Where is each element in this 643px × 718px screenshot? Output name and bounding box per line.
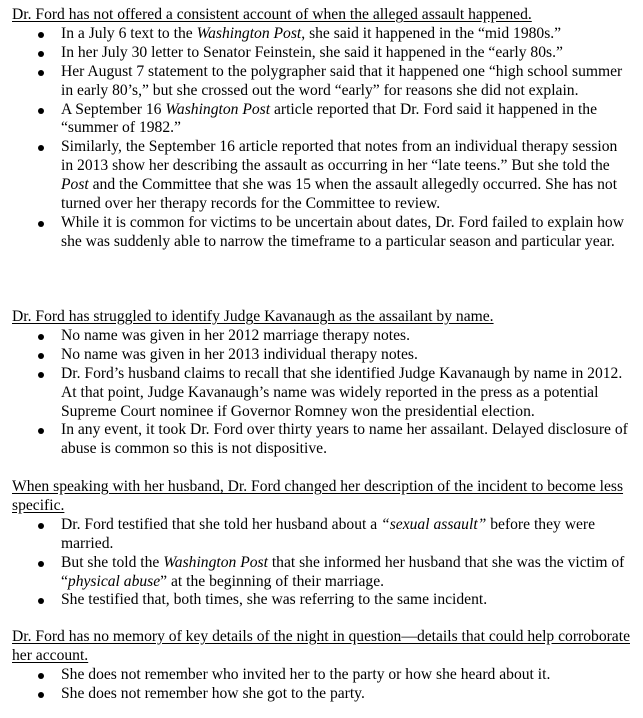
section-heading: When speaking with her husband, Dr. Ford changed her description of the incident to become less specific. [12, 478, 624, 514]
list-item: She does not remember how she got to the party. [61, 685, 632, 704]
list-item: She does not remember who invited her to the party or how she heard about it. [61, 666, 632, 685]
list-item: She testified that, both times, she was referring to the same incident. [61, 591, 632, 610]
list-item: In her July 30 letter to Senator Feinstein, she said it happened in the “early 80s.” [61, 44, 632, 63]
section-inconsistent-timing [12, 6, 632, 252]
list-item: While it is common for victims to be uncertain about dates, Dr. Ford failed to explain how she was suddenly able to narrow the timeframe to a particular season and particular year. [61, 214, 632, 252]
list-item: Similarly, the September 16 article reported that notes from an individual therapy session in 2013 show her describing the assault as occurring in her “late teens.” But she told the Post and the Committee that she was 15 when the assault allegedly occurred. She has not turned over her therapy records for the Committee to review. [61, 138, 632, 214]
bullet-list [12, 327, 632, 459]
list-item: Dr. Ford testified that she told her husband about a “sexual assault” before they were married. [61, 516, 632, 554]
list-item: Her August 7 statement to the polygrapher said that it happened one “high school summer in early 80’s,” but she crossed out the word “early” for reasons she did not explain. [61, 63, 632, 101]
section-heading: Dr. Ford has struggled to identify Judge Kavanaugh as the assailant by name. [12, 308, 494, 325]
list-item: In any event, it took Dr. Ford over thirty years to name her assailant. Delayed disclosure of abuse is common so this is not dispositive. [61, 421, 632, 459]
bullet-list [12, 666, 632, 704]
section-identification-by-name [12, 308, 632, 459]
bullet-list [12, 25, 632, 252]
list-item: No name was given in her 2012 marriage therapy notes. [61, 327, 632, 346]
section-description-change [12, 478, 632, 610]
section-heading: Dr. Ford has not offered a consistent account of when the alleged assault happened. [12, 6, 532, 23]
list-item: A September 16 Washington Post article reported that Dr. Ford said it happened in the “summer of 1982.” [61, 101, 632, 139]
list-item: In a July 6 text to the Washington Post, she said it happened in the “mid 1980s.” [61, 25, 632, 44]
list-item: But she told the Washington Post that she informed her husband that she was the victim of “physical abuse” at the beginning of their marriage. [61, 554, 632, 592]
list-item: No name was given in her 2013 individual therapy notes. [61, 346, 632, 365]
list-item: Dr. Ford’s husband claims to recall that she identified Judge Kavanaugh by name in 2012. At that point, Judge Kavanaugh’s name was widely reported in the press as a potential Supreme Court nominee if Governor Romney won the presidential election. [61, 365, 632, 422]
section-heading: Dr. Ford has no memory of key details of the night in question—details that could help corroborate her account. [12, 628, 630, 664]
section-missing-details [12, 628, 632, 704]
bullet-list [12, 516, 632, 611]
